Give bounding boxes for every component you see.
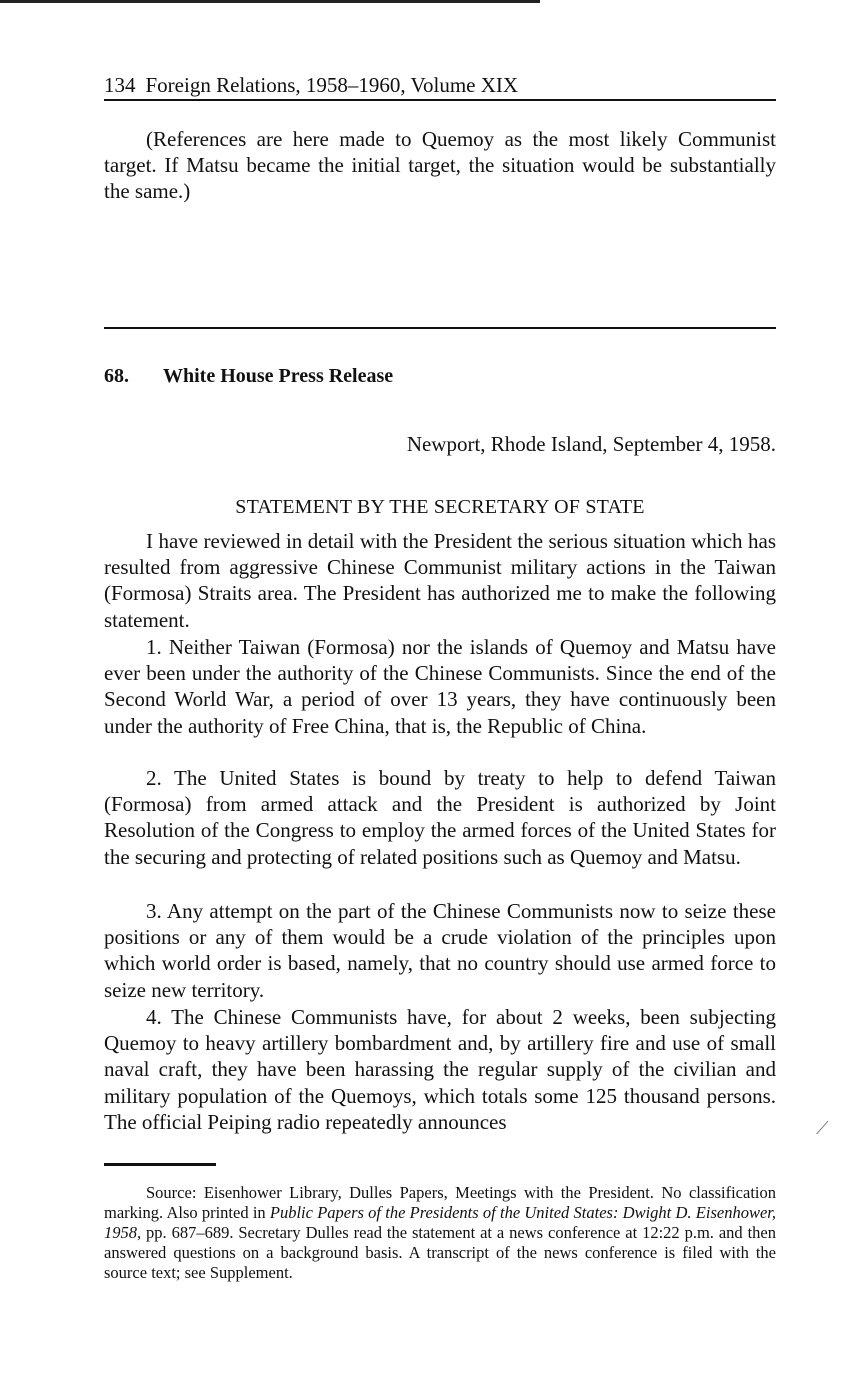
statement-title: STATEMENT BY THE SECRETARY OF STATE: [235, 496, 645, 518]
document-title: White House Press Release: [163, 365, 394, 387]
source-footnote: [104, 1183, 776, 1283]
statement-point-3: 3. Any attempt on the part of the Chinese Communists now to seize these positions or any of them would be a crude violation of the principles upon which world order is based, namely, that no country should use armed force to seize new territory.: [104, 899, 776, 1002]
footnote-text-end: pp. 687–689. Secretary Dulles read the statement at a news conference at 12:22 p.m. and then answered questions on a background basis. A transcript of the news conference is filed with the source text; see Supplement.: [104, 1223, 776, 1282]
statement-point-2: 2. The United States is bound by treaty to help to defend Taiwan (Formosa) from armed attack and the President is authorized by Joint Resolution of the Congress to employ the armed forces of the United States for the securing and protecting of related positions such as Quemoy and Matsu.: [104, 766, 776, 869]
running-title: Foreign Relations, 1958–1960, Volume XIX: [145, 73, 519, 97]
dateline: Newport, Rhode Island, September 4, 1958.: [406, 432, 776, 456]
scan-edge: [0, 0, 540, 3]
carryover-paragraph: (References are here made to Quemoy as the most likely Communist target. If Matsu became the initial target, the situation would be substantially the same.): [104, 127, 776, 204]
running-header: [104, 72, 776, 98]
footnote-publication-title: Public Papers of the Presidents of the United States: Dwight D. Eisenhower, 1958,: [104, 1203, 776, 1242]
section-divider: [104, 327, 776, 329]
footnote-text-start: Source: Eisenhower Library, Dulles Papers, Meetings with the President. No classification marking. Also printed in: [104, 1183, 776, 1222]
statement-intro-paragraph: I have reviewed in detail with the President the serious situation which has resulted from aggressive Chinese Communist military actions in the Taiwan (Formosa) Straits area. The President has authorized me to make the following statement.: [104, 529, 776, 632]
header-rule: [104, 99, 776, 101]
statement-point-1: 1. Neither Taiwan (Formosa) nor the islands of Quemoy and Matsu have ever been under the authority of the Chinese Communists. Since the end of the Second World War, a period of over 13 years, they have continuously been under the authority of Free China, that is, the Republic of China.: [104, 635, 776, 738]
pencil-mark: ⟋: [816, 1118, 829, 1138]
document-number: 68.: [104, 365, 129, 387]
statement-point-4: 4. The Chinese Communists have, for about 2 weeks, been subjecting Quemoy to heavy artillery bombardment and, by artillery fire and use of small naval craft, they have been harassing the regular supply of the civilian and military population of the Quemoys, which totals some 125 thousand persons. The official Peiping radio repeatedly announces: [104, 1005, 776, 1134]
page-number: 134: [104, 73, 136, 97]
document-heading: [104, 365, 393, 388]
footnote-rule: [104, 1163, 216, 1166]
